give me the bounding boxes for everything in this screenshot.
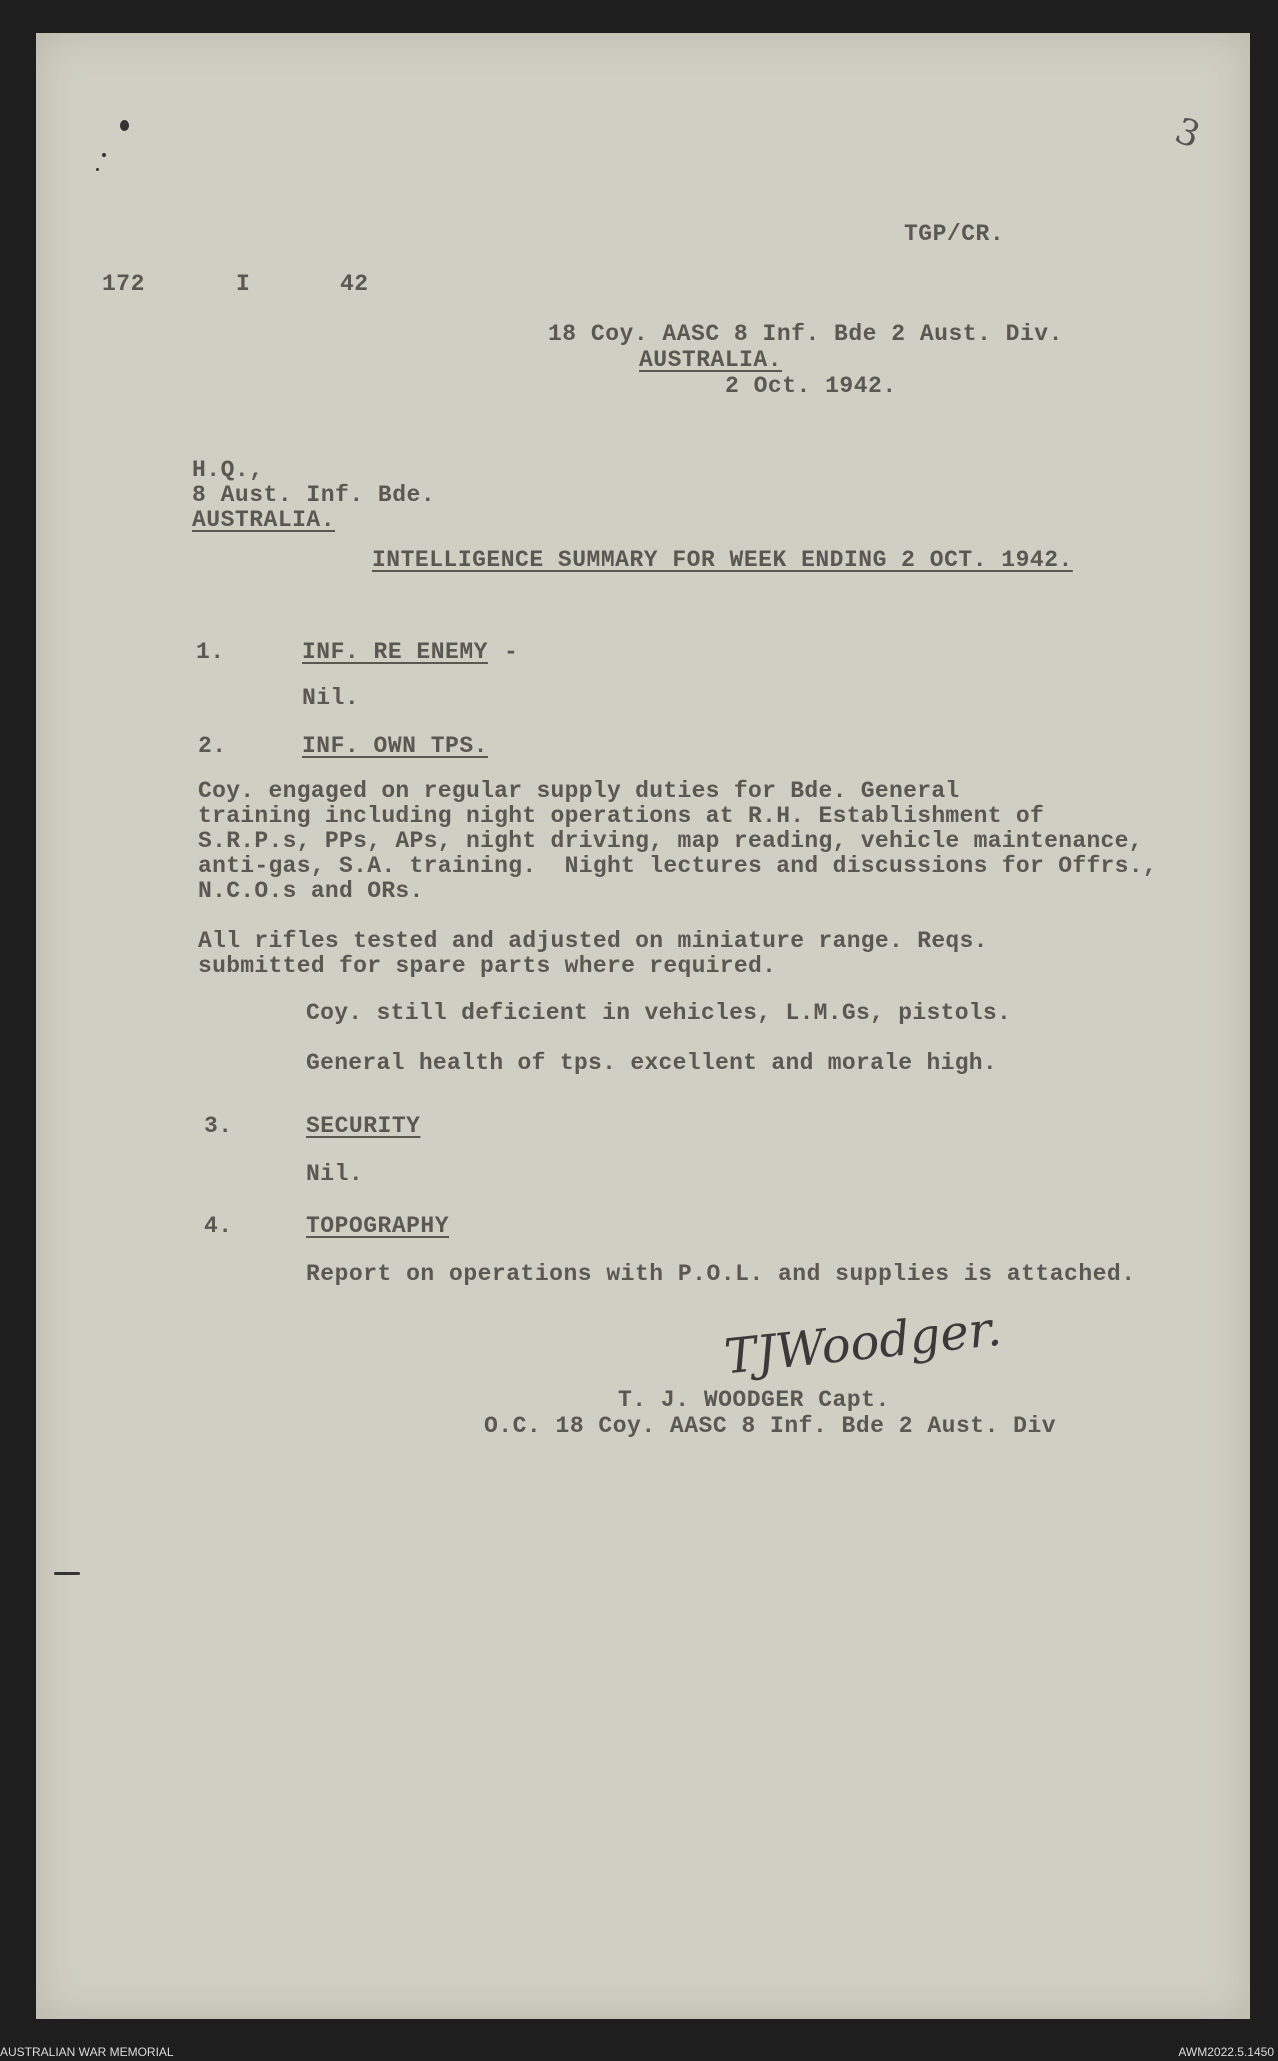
file-number: 172 xyxy=(102,271,145,297)
place: AUSTRALIA. xyxy=(639,347,783,373)
archive-reference: AWM2022.5.1450 xyxy=(1178,2045,1274,2059)
ink-speck xyxy=(102,153,106,157)
reference-code: TGP/CR. xyxy=(904,221,1005,247)
section-3-body: Nil. xyxy=(306,1161,364,1187)
address-line-1: H.Q., xyxy=(192,457,264,483)
section-2-paragraph-4: General health of tps. excellent and morale high. xyxy=(306,1050,998,1076)
signatory-name: T. J. WOODGER Capt. xyxy=(618,1387,890,1413)
section-2-number: 2. xyxy=(198,733,227,759)
section-4-heading: TOPOGRAPHY xyxy=(306,1213,450,1239)
document-title: INTELLIGENCE SUMMARY FOR WEEK ENDING 2 OCT. 1942. xyxy=(372,547,1073,573)
letter-date: 2 Oct. 1942. xyxy=(725,373,897,399)
document-page xyxy=(36,33,1250,2019)
address-line-3: AUSTRALIA. xyxy=(192,507,336,533)
section-4-body: Report on operations with P.O.L. and supplies is attached. xyxy=(306,1261,1136,1287)
section-1-suffix: - xyxy=(504,639,519,665)
section-4-number: 4. xyxy=(204,1213,233,1239)
ink-speck xyxy=(96,168,99,171)
file-year: 42 xyxy=(340,271,369,297)
corner-mark: 3 xyxy=(1169,110,1206,157)
section-2-heading: INF. OWN TPS. xyxy=(302,733,488,759)
section-1-number: 1. xyxy=(196,639,225,665)
section-3-number: 3. xyxy=(204,1113,233,1139)
address-line-2: 8 Aust. Inf. Bde. xyxy=(192,482,436,508)
ink-dash xyxy=(54,1572,80,1575)
section-1-heading: INF. RE ENEMY xyxy=(302,639,488,665)
signatory-position: O.C. 18 Coy. AASC 8 Inf. Bde 2 Aust. Div xyxy=(484,1413,1057,1439)
section-2-paragraph-2: All rifles tested and adjusted on miniature range. Reqs. submitted for spare parts where required. xyxy=(198,928,988,979)
section-2-paragraph-3: Coy. still deficient in vehicles, L.M.Gs, pistols. xyxy=(306,1000,1012,1026)
section-2-paragraph-1: Coy. engaged on regular supply duties for Bde. General training including night operations at R.H. Establishment of S.R.P.s, PPs, APs, night driving, map reading, vehicle maintenance, anti-gas, S.A. training. Night lectures and discussions for Offrs., N.C.O.s and ORs. xyxy=(198,778,1157,904)
archive-credit: AUSTRALIAN WAR MEMORIAL xyxy=(0,2045,174,2059)
handwritten-signature: TJWoodger. xyxy=(721,1300,1005,1386)
unit-line: 18 Coy. AASC 8 Inf. Bde 2 Aust. Div. xyxy=(548,321,1063,347)
section-3-heading: SECURITY xyxy=(306,1113,421,1139)
ink-spot xyxy=(120,120,129,131)
section-1-body: Nil. xyxy=(302,685,360,711)
file-part: I xyxy=(236,271,251,297)
